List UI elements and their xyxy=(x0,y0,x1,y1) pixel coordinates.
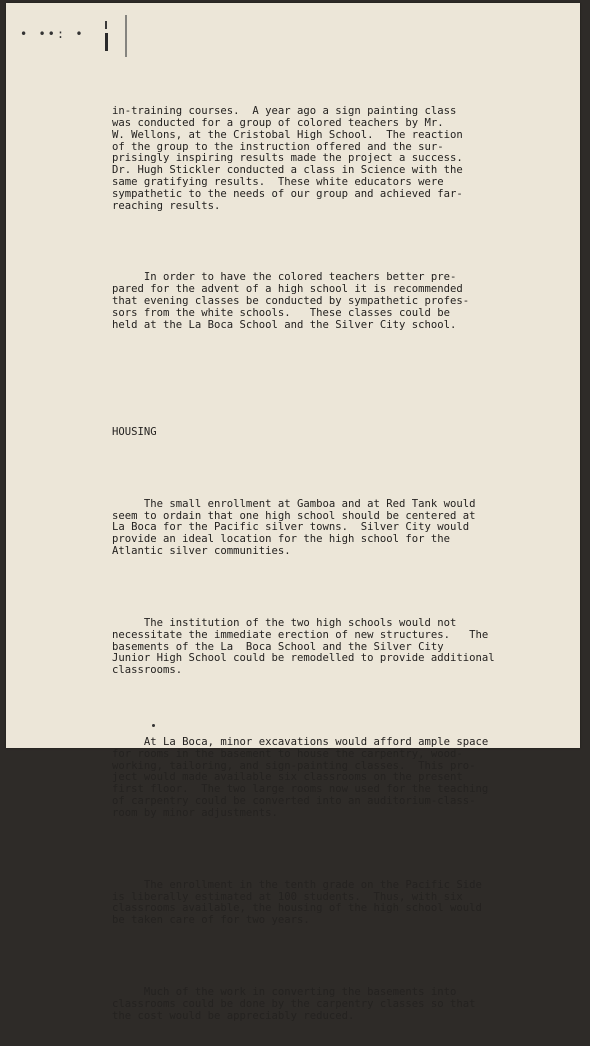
paragraph-housing-1: The small enrollment at Gamboa and at Red Tank would seem to ordain that one high school should be centered at La Boca for the Pacific silver towns. Silver City would provide an ideal location for the high school for the Atlantic silver communities. xyxy=(112,497,476,558)
paragraph-housing-4: The enrollment in the tenth grade on the Pacific Side is liberally estimated at 100 students. Thus, with six classrooms available, the housing of the high school would be taken care of for two years. xyxy=(112,878,482,927)
paragraph-housing-5: Much of the work in converting the basements into classrooms could be done by the carpentry classes so that the cost would be appreciably reduced. xyxy=(112,985,476,1022)
section-heading-housing: HOUSING xyxy=(112,426,157,439)
paragraph-evening-classes: In order to have the colored teachers better pre- pared for the advent of a high school it is recommended that evening classes be conducted by sympathetic profes- sors from the white schools. These classes could be held at the La Boca School and the Silver City school. xyxy=(112,271,470,332)
paragraph-housing-2: The institution of the two high schools would not necessitate the immediate erection of new structures. The basements of the La Boca School and the Silver City Junior High School could be remodelled to provide additional classrooms. xyxy=(112,616,495,677)
punch-mark-bottom xyxy=(105,33,108,51)
fold-mark xyxy=(125,15,127,57)
punch-mark xyxy=(105,21,108,53)
paragraph-housing-3: At La Boca, minor excavations would afford ample space for rooms in the basement to house the carpentry, wood- working, tailoring, and sign-painting classes. This pro- ject would made available six classrooms on the present first floor. The two large rooms now used for the teaching of carpentry could be converted into an auditorium-class- room by minor adjustments. xyxy=(112,735,489,820)
paragraph-intro: in-training courses. A year ago a sign painting class was conducted for a group of colored teachers by Mr. W. Wellons, at the Cristobal High School. The reaction of the group to the instruction offered and the sur- prisingly inspiring results made the project a success. Dr. Hugh Stickler conducted a class in Science with the same gratifying results. These white educators were sympathetic to the needs of our group and achieved far- reaching results. xyxy=(112,104,463,213)
page-marks: • ••: • xyxy=(20,27,85,41)
document-page xyxy=(6,3,580,1022)
punch-mark-top xyxy=(105,21,107,29)
body-text xyxy=(112,82,532,1046)
